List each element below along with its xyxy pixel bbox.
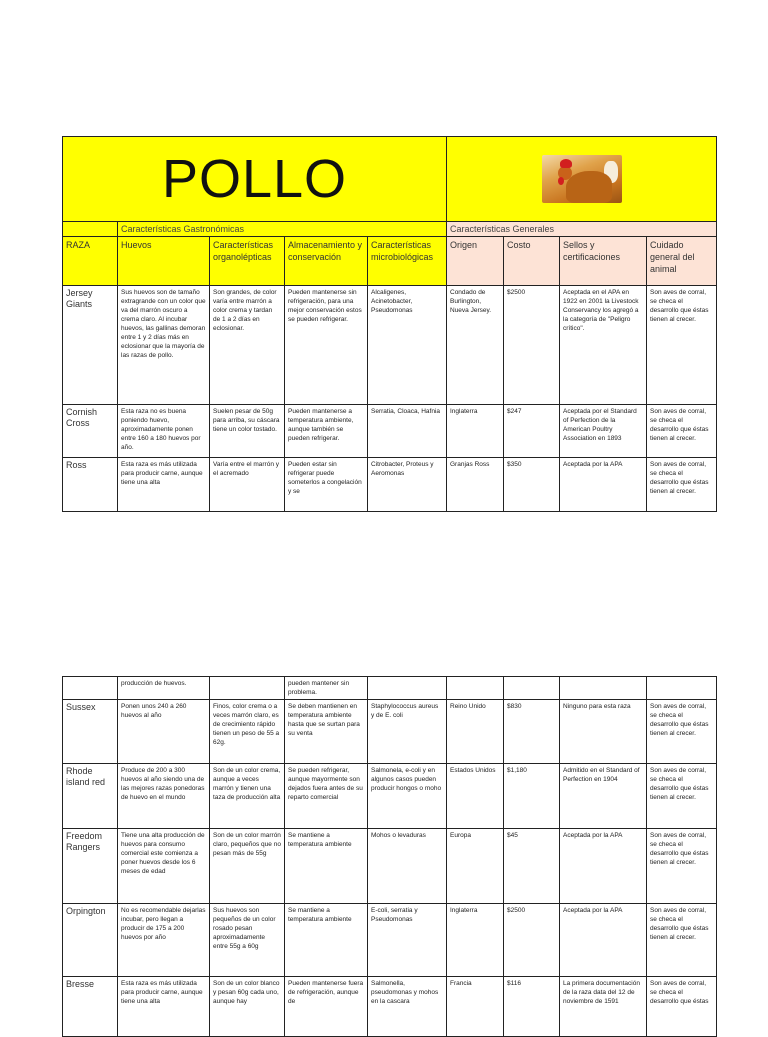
cell-huevos: Sus huevos son de tamaño extragrande con un color que va del marrón oscuro a crema claro. Al incubar huevos, las gallinas demoran entre 1 y 2 días más en eclosionar que la mayoría de las razas de pollo. — [118, 286, 210, 405]
cell-huevos: No es recomendable dejarlas incubar, pero llegan a producir de 175 a 200 huevos por año — [118, 904, 210, 977]
cell-sellos: Aceptada por la APA — [560, 458, 647, 512]
cell-costo: $45 — [504, 829, 560, 904]
cell-almacenamiento: Pueden mantenerse a temperatura ambiente, aunque también se pueden refrigerar. — [285, 405, 368, 458]
cell-sellos: Aceptada por la APA — [560, 829, 647, 904]
section-blank — [63, 222, 118, 237]
cell-origen: Inglaterra — [447, 405, 504, 458]
hen-photo-icon — [542, 155, 622, 203]
cell-sellos: Aceptada por la APA — [560, 904, 647, 977]
header-cuidado: Cuidado general del animal — [647, 237, 717, 286]
cell-cuidado: Son aves de corral, se checa el desarrollo que éstas — [647, 977, 717, 1037]
table-row — [63, 700, 717, 764]
cell-almacenamiento: Pueden mantenerse sin refrigeración, para una mejor conservación estos se pueden refrigerar. — [285, 286, 368, 405]
cell-cuidado: Son aves de corral, se checa el desarrollo que éstas tienen al crecer. — [647, 405, 717, 458]
table-row — [63, 405, 717, 458]
cell-cuidado: Son aves de corral, se checa el desarrollo que éstas tienen al crecer. — [647, 764, 717, 829]
photo-cell — [447, 137, 717, 222]
breeds-table-top — [62, 136, 717, 512]
header-almacenamiento: Almacenamiento y conservación — [285, 237, 368, 286]
page-title: POLLO — [63, 137, 447, 222]
cell-raza — [63, 677, 118, 700]
cell-costo: $350 — [504, 458, 560, 512]
cell-organolepticas: Finos, color crema o a veces marrón claro, es de crecimiento rápido tienen un peso de 55 a 62g. — [210, 700, 285, 764]
cell-raza: Jersey Giants — [63, 286, 118, 405]
table-row — [63, 458, 717, 512]
cell-organolepticas: Varía entre el marrón y el acremado — [210, 458, 285, 512]
cell-origen: Europa — [447, 829, 504, 904]
cell-sellos: Aceptada por el Standard of Perfection de la American Poultry Association en 1893 — [560, 405, 647, 458]
cell-raza: Orpington — [63, 904, 118, 977]
cell-sellos: Admitido en el Standard of Perfection en 1904 — [560, 764, 647, 829]
cell-cuidado: Son aves de corral, se checa el desarrollo que éstas tienen al crecer. — [647, 458, 717, 512]
cell-raza: Rhode island red — [63, 764, 118, 829]
cell-huevos: Esta raza es más utilizada para producir carne, aunque tiene una alta — [118, 977, 210, 1037]
header-organolepticas: Características organolépticas — [210, 237, 285, 286]
table-row — [63, 286, 717, 405]
cell-origen: Reino Unido — [447, 700, 504, 764]
cell-almacenamiento: Se mantiene a temperatura ambiente — [285, 829, 368, 904]
cell-cuidado: Son aves de corral, se checa el desarrollo que éstas tienen al crecer. — [647, 829, 717, 904]
cell-raza: Cornish Cross — [63, 405, 118, 458]
cell-microbiologicas: Staphylococcus aureus y de E. coli — [368, 700, 447, 764]
cell-microbiologicas: Serratia, Cloaca, Hafnia — [368, 405, 447, 458]
cell-costo: $116 — [504, 977, 560, 1037]
cell-organolepticas: Son grandes, de color varía entre marrón a color crema y tardan de 1 a 2 días en eclosionar. — [210, 286, 285, 405]
cell-huevos: Produce de 200 a 300 huevos al año siendo una de las mejores razas ponedoras de huevo en el mundo — [118, 764, 210, 829]
cell-costo: $247 — [504, 405, 560, 458]
header-origen: Origen — [447, 237, 504, 286]
cell-microbiologicas: Salmonela, e-coli y en algunos casos pueden producir hongos o moho — [368, 764, 447, 829]
cell-almacenamiento: Se pueden refrigerar, aunque mayormente son dejados fuera antes de su reparto comercial — [285, 764, 368, 829]
table-row — [63, 764, 717, 829]
cell-costo: $2500 — [504, 286, 560, 405]
cell-sellos — [560, 677, 647, 700]
table-row — [63, 904, 717, 977]
cell-origen: Condado de Burlington, Nueva Jersey. — [447, 286, 504, 405]
cell-sellos: Aceptada en el APA en 1922 en 2001 la Livestock Conservancy los agregó a la categoría de "Peligro crítico". — [560, 286, 647, 405]
cell-cuidado: Son aves de corral, se checa el desarrollo que éstas tienen al crecer. — [647, 904, 717, 977]
header-huevos: Huevos — [118, 237, 210, 286]
cell-raza: Ross — [63, 458, 118, 512]
header-costo: Costo — [504, 237, 560, 286]
cell-organolepticas — [210, 677, 285, 700]
cell-cuidado: Son aves de corral, se checa el desarrollo que éstas tienen al crecer. — [647, 700, 717, 764]
cell-costo: $830 — [504, 700, 560, 764]
cell-huevos: Tiene una alta producción de huevos para consumo comercial este comienza a poner huevos desde los 6 meses de edad — [118, 829, 210, 904]
cell-almacenamiento: Se mantiene a temperatura ambiente — [285, 904, 368, 977]
cell-microbiologicas: Salmonella, pseudomonas y mohos en la cascara — [368, 977, 447, 1037]
cell-cuidado: Son aves de corral, se checa el desarrollo que éstas tienen al crecer. — [647, 286, 717, 405]
header-sellos: Sellos y certificaciones — [560, 237, 647, 286]
cell-huevos: Esta raza es más utilizada para producir carne, aunque tiene una alta — [118, 458, 210, 512]
cell-microbiologicas: E-coli, serratia y Pseudomonas — [368, 904, 447, 977]
cell-sellos: La primera documentación de la raza data del 12 de noviembre de 1591 — [560, 977, 647, 1037]
cell-origen: Estados Unidos — [447, 764, 504, 829]
cell-almacenamiento: Pueden estar sin refrigerar puede someterlos a congelación y se — [285, 458, 368, 512]
cell-sellos: Ninguno para esta raza — [560, 700, 647, 764]
cell-almacenamiento: Pueden mantenerse fuera de refrigeración, aunque de — [285, 977, 368, 1037]
cell-raza: Bresse — [63, 977, 118, 1037]
cell-costo: $2500 — [504, 904, 560, 977]
cell-microbiologicas: Alcaligenes, Acinetobacter, Pseudomonas — [368, 286, 447, 405]
cell-organolepticas: Son de un color crema, aunque a veces marrón y tienen una taza de producción alta — [210, 764, 285, 829]
cell-huevos: producción de huevos. — [118, 677, 210, 700]
table-row — [63, 829, 717, 904]
cell-cuidado — [647, 677, 717, 700]
section-general: Características Generales — [447, 222, 717, 237]
table-row — [63, 977, 717, 1037]
cell-almacenamiento: Se deben mantienen en temperatura ambiente hasta que se surtan para su venta — [285, 700, 368, 764]
cell-almacenamiento: pueden mantener sin problema. — [285, 677, 368, 700]
cell-microbiologicas — [368, 677, 447, 700]
cell-origen: Granjas Ross — [447, 458, 504, 512]
header-microbiologicas: Características microbiológicas — [368, 237, 447, 286]
cell-organolepticas: Sus huevos son pequeños de un color rosado pesan aproximadamente entre 55g a 60g — [210, 904, 285, 977]
cell-costo: $1,180 — [504, 764, 560, 829]
cell-origen: Inglaterra — [447, 904, 504, 977]
cell-origen — [447, 677, 504, 700]
cell-organolepticas: Son de un color blanco y pesan 60g cada uno, aunque hay — [210, 977, 285, 1037]
breeds-table-continued — [62, 676, 717, 1037]
cell-microbiologicas: Citrobacter, Proteus y Aeromonas — [368, 458, 447, 512]
header-raza: RAZA — [63, 237, 118, 286]
cell-raza: Sussex — [63, 700, 118, 764]
section-gastronomic: Características Gastronómicas — [118, 222, 447, 237]
cell-organolepticas: Son de un color marrón claro, pequeños que no pesan más de 55g — [210, 829, 285, 904]
cell-raza: Freedom Rangers — [63, 829, 118, 904]
cell-organolepticas: Suelen pesar de 50g para arriba, su cáscara tiene un color tostado. — [210, 405, 285, 458]
cell-microbiologicas: Mohos o levaduras — [368, 829, 447, 904]
cell-huevos: Esta raza no es buena poniendo huevo, aproximadamente ponen entre 160 a 180 huevos por año. — [118, 405, 210, 458]
cell-costo — [504, 677, 560, 700]
table-row — [63, 677, 717, 700]
cell-huevos: Ponen unos 240 a 260 huevos al año — [118, 700, 210, 764]
cell-origen: Francia — [447, 977, 504, 1037]
